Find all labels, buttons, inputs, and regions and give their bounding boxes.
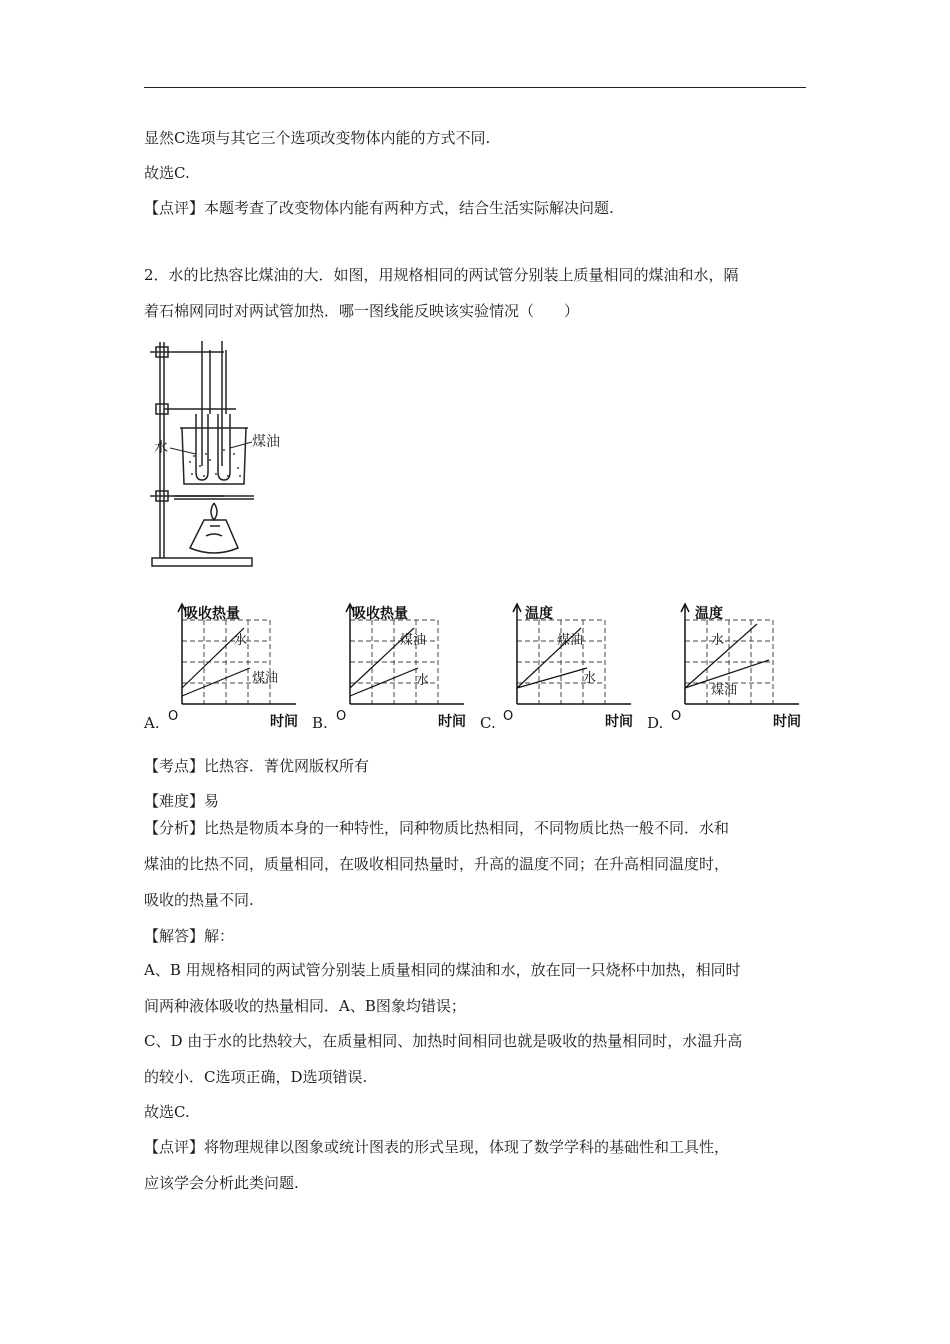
option-c-ylabel: 温度 [525,606,553,622]
comment-line-2: 应该学会分析此类问题. [144,1174,299,1192]
option-d-ylabel: 温度 [695,606,723,622]
option-b-xlabel: 时间 [438,714,466,730]
option-b-upper-label: 煤油 [400,633,427,648]
apparatus-figure [144,336,294,580]
option-d-graph [665,600,815,734]
answer-line-3: C、D 由于水的比热较大，在质量相同、加热时间相同也就是吸收的热量相同时，水温升高 [144,1032,743,1050]
option-c-lower-label: 水 [583,671,597,686]
text-line-3: 【点评】本题考查了改变物体内能有两种方式，结合生活实际解决问题. [144,199,614,217]
kerosene-label: 煤油 [252,434,280,450]
choose-line: 故选C. [144,1103,190,1121]
water-label: 水 [154,440,168,456]
option-b-graph [330,600,480,734]
text-line-2: 故选C. [144,164,190,182]
option-c-xlabel: 时间 [605,714,633,730]
option-d-xlabel: 时间 [773,714,801,730]
difficulty-line: 【难度】易 [144,792,220,810]
analysis-line-2: 煤油的比热不同，质量相同，在吸收相同热量时，升高的温度不同；在升高相同温度时， [144,855,730,873]
text-line-1: 显然C选项与其它三个选项改变物体内能的方式不同. [144,129,491,147]
option-b-letter: B. [312,714,328,732]
comment-line-1: 【点评】将物理规律以图象或统计图表的形式呈现，体现了数学学科的基础性和工具性， [144,1138,730,1156]
answer-heading: 【解答】解： [144,927,235,945]
option-c-graph [497,600,647,734]
option-b-origin: O [336,709,347,724]
option-a-lower-label: 煤油 [252,671,279,686]
option-d-letter: D. [647,714,664,732]
answer-line-4: 的较小．C选项正确，D选项错误. [144,1068,368,1086]
option-c-origin: O [503,709,514,724]
option-b-lower-label: 水 [416,673,430,688]
option-d-upper-label: 水 [711,633,725,648]
answer-line-2: 间两种液体吸收的热量相同．A、B图象均错误； [144,997,466,1015]
question-line-2: 着石棉网同时对两试管加热．哪一图线能反映该实验情况（ ） [144,302,580,320]
option-d-lower-label: 煤油 [711,683,738,698]
option-a-ylabel: 吸收热量 [184,606,240,622]
option-c-letter: C. [480,714,496,732]
option-b-ylabel: 吸收热量 [352,606,408,622]
analysis-line-1: 【分析】比热是物质本身的一种特性，同种物质比热相同，不同物质比热一般不同．水和 [144,819,730,837]
option-d-origin: O [671,709,682,724]
kaodian-line: 【考点】比热容．菁优网版权所有 [144,757,370,775]
header-rule [144,87,806,88]
option-a-xlabel: 时间 [270,714,298,730]
analysis-line-3: 吸收的热量不同. [144,891,254,909]
option-a-upper-label: 水 [234,633,248,648]
option-a-letter: A. [144,714,160,732]
answer-line-1: A、B 用规格相同的两试管分别装上质量相同的煤油和水，放在同一只烧杯中加热，相同时 [144,961,741,979]
option-a-graph [162,600,312,734]
option-a-origin: O [168,709,179,724]
option-c-upper-label: 煤油 [557,633,584,648]
question-line-1: 2．水的比热容比煤油的大．如图，用规格相同的两试管分别装上质量相同的煤油和水，隔 [144,266,739,284]
